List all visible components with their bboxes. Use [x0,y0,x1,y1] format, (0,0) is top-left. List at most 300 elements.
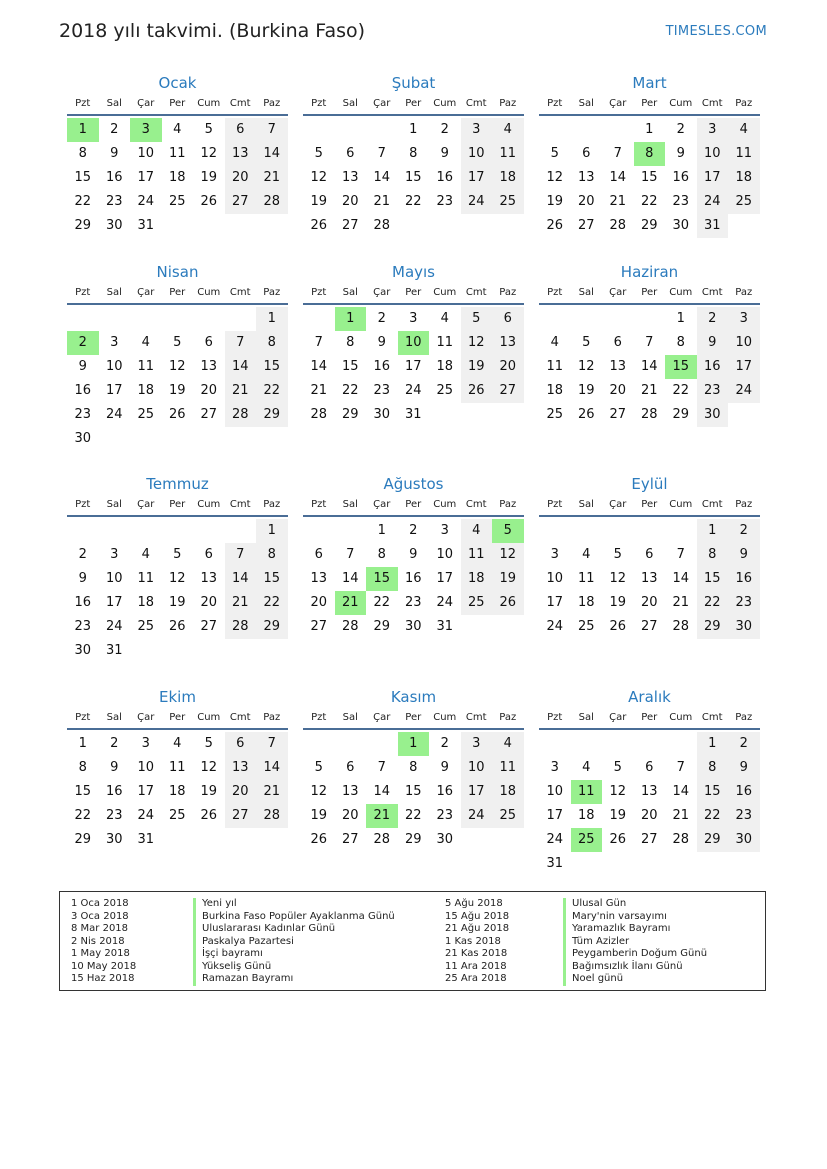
day-cell: 3 [409,311,418,326]
holiday-name: Bağımsızlık İlanı Günü [563,961,707,974]
empty-cell [366,118,398,142]
weekday-label: Paz [735,499,753,510]
weekday-label: Sal [578,287,594,298]
day-cell: 25 [461,591,493,615]
weekday-label: Çar [373,98,391,109]
month-block [303,72,524,238]
day-cell: 17 [137,170,155,185]
day-cell: 7 [645,335,654,350]
day-cell: 28 [672,832,690,847]
weekday-label: Sal [342,98,358,109]
day-cell: 28 [341,619,359,634]
day-cell: 13 [200,359,218,374]
weekday-label: Cum [669,98,693,109]
day-cell: 21 [640,383,658,398]
holiday-date: 1 Kas 2018 [445,935,501,947]
weekday-label: Paz [735,287,753,298]
holiday-name: Yaramazlık Bayramı [563,923,707,936]
weekday-label: Çar [373,712,391,723]
day-cell: 22 [341,383,359,398]
day-cell: 28 [672,619,690,634]
day-cell: 18 [137,595,155,610]
day-cell: 8 [256,331,288,355]
day-cell: 6 [346,146,355,161]
weekday-label: Paz [263,499,281,510]
day-cell: 15 [74,784,92,799]
day-cell: 17 [137,784,155,799]
day-cell: 11 [436,335,454,350]
day-cell: 26 [200,808,218,823]
day-cell: 27 [492,379,524,403]
day-cell: 27 [341,832,359,847]
day-cell: 6 [346,760,355,775]
weekday-header [303,708,524,730]
day-cell: 15 [404,784,422,799]
day-cell: 8 [409,146,418,161]
day-cell: 22 [74,808,92,823]
day-cell: 5 [613,760,622,775]
day-cell: 23 [74,407,92,422]
day-cell: 2 [440,736,449,751]
holiday-date: 1 Oca 2018 [71,898,129,909]
day-cell: 13 [341,170,359,185]
day-cell: 20 [225,780,257,804]
day-cell: 9 [78,571,87,586]
day-cell: 20 [310,595,328,610]
holiday-name: Peygamberin Doğum Günü [563,948,707,961]
holiday-date: 3 Oca 2018 [71,910,129,922]
day-cell: 23 [105,808,123,823]
weekday-label: Paz [499,98,517,109]
month-block [67,686,288,852]
day-cell: 6 [613,335,622,350]
day-cell: 7 [613,146,622,161]
day-cell: 23 [436,194,454,209]
day-cell: 11 [492,142,524,166]
day-cell: 30 [728,828,760,852]
day-cell: 12 [546,170,564,185]
weekday-label: Çar [609,98,627,109]
day-cell: 29 [256,403,288,427]
empty-cell [634,732,666,756]
holiday-date: 10 May 2018 [71,960,137,972]
holiday-name: Yükseliş Günü [193,961,395,974]
day-cell: 26 [310,832,328,847]
weekday-label: Sal [342,287,358,298]
day-cell: 2 [676,122,685,137]
holiday-day-cell: 1 [67,118,99,142]
day-cell: 14 [373,170,391,185]
day-cell: 29 [341,407,359,422]
empty-cell [571,519,603,543]
day-cell: 23 [436,808,454,823]
day-cell: 13 [225,142,257,166]
holiday-name: İşçi bayramı [193,948,395,961]
weekday-label: Çar [609,712,627,723]
holiday-name: Yeni yıl [193,898,395,911]
weekday-label: Cum [433,499,457,510]
day-cell: 2 [78,547,87,562]
day-cell: 7 [377,146,386,161]
day-cell: 16 [105,784,123,799]
day-cell: 24 [546,619,564,634]
day-cell: 16 [404,571,422,586]
day-cell: 3 [440,523,449,538]
weekday-label: Paz [499,712,517,723]
month-name: Nisan [156,263,199,281]
day-cell: 15 [697,780,729,804]
weekday-label: Pzt [311,712,327,723]
day-cell: 14 [672,571,690,586]
weekday-label: Per [405,499,422,510]
weekday-label: Per [169,712,186,723]
day-grid [67,519,288,663]
weekday-header [539,283,760,305]
day-cell: 14 [373,784,391,799]
day-cell: 7 [256,118,288,142]
day-cell: 17 [105,383,123,398]
day-cell: 27 [640,832,658,847]
day-cell: 16 [436,784,454,799]
day-cell: 30 [74,643,92,658]
day-cell: 17 [105,595,123,610]
holiday-name: Mary'nin varsayımı [563,911,707,924]
weekday-header [67,708,288,730]
day-cell: 14 [341,571,359,586]
day-cell: 14 [672,784,690,799]
day-cell: 4 [141,335,150,350]
day-cell: 4 [582,547,591,562]
day-cell: 30 [105,218,123,233]
weekday-label: Pzt [547,287,563,298]
day-grid [303,118,524,238]
weekday-label: Cum [197,287,221,298]
month-name: Eylül [631,475,668,493]
day-cell: 29 [256,615,288,639]
month-block [539,473,760,639]
day-cell: 9 [78,359,87,374]
day-cell: 20 [492,355,524,379]
day-cell: 18 [461,567,493,591]
day-cell: 22 [373,595,391,610]
weekday-label: Per [169,287,186,298]
weekday-label: Cmt [229,499,251,510]
day-cell: 11 [461,543,493,567]
day-cell: 27 [640,619,658,634]
day-cell: 16 [697,355,729,379]
brand-link[interactable]: TIMESLES.COM [665,24,767,39]
day-cell: 29 [697,828,729,852]
day-cell: 25 [168,194,186,209]
holiday-day-cell: 15 [665,355,697,379]
weekday-label: Cmt [465,287,487,298]
day-cell: 20 [225,166,257,190]
day-cell: 6 [582,146,591,161]
holiday-day-cell: 5 [492,519,524,543]
day-cell: 19 [609,808,627,823]
day-cell: 18 [137,383,155,398]
day-cell: 26 [168,619,186,634]
empty-cell [602,118,634,142]
day-grid [67,307,288,451]
day-cell: 15 [341,359,359,374]
day-cell: 5 [173,335,182,350]
day-cell: 12 [461,331,493,355]
day-cell: 24 [137,808,155,823]
day-cell: 2 [110,736,119,751]
day-cell: 4 [173,122,182,137]
weekday-label: Cmt [465,712,487,723]
day-cell: 21 [672,595,690,610]
empty-cell [634,307,666,331]
day-cell: 28 [373,832,391,847]
empty-cell [335,732,367,756]
holiday-day-cell: 11 [571,780,603,804]
empty-cell [665,519,697,543]
day-cell: 3 [141,736,150,751]
day-cell: 3 [728,307,760,331]
day-cell: 1 [256,519,288,543]
day-cell: 26 [461,379,493,403]
day-cell: 1 [78,736,87,751]
weekday-header [539,94,760,116]
weekday-label: Paz [263,712,281,723]
day-cell: 24 [461,190,493,214]
day-cell: 27 [609,407,627,422]
day-cell: 10 [697,142,729,166]
day-cell: 12 [310,784,328,799]
holiday-name: Burkina Faso Popüler Ayaklanma Günü [193,911,395,924]
day-cell: 13 [225,756,257,780]
month-name: Şubat [391,74,436,92]
day-cell: 23 [728,804,760,828]
day-cell: 17 [546,808,564,823]
day-cell: 3 [461,118,493,142]
holiday-dates-right [445,898,509,986]
day-cell: 13 [640,571,658,586]
weekday-label: Sal [106,499,122,510]
day-cell: 30 [105,832,123,847]
empty-cell [162,519,194,543]
weekday-label: Sal [578,712,594,723]
day-cell: 19 [168,383,186,398]
holiday-names-left [193,898,395,986]
day-cell: 3 [550,760,559,775]
day-cell: 16 [436,170,454,185]
empty-cell [99,307,131,331]
day-cell: 18 [546,383,564,398]
empty-cell [539,307,571,331]
day-cell: 30 [74,431,92,446]
day-cell: 14 [310,359,328,374]
day-cell: 9 [440,760,449,775]
day-cell: 25 [436,383,454,398]
holiday-date: 2 Nis 2018 [71,935,125,947]
day-cell: 28 [256,804,288,828]
weekday-label: Cmt [701,98,723,109]
day-cell: 4 [492,732,524,756]
weekday-label: Çar [137,712,155,723]
holiday-day-cell: 2 [67,331,99,355]
day-cell: 18 [436,359,454,374]
day-cell: 25 [546,407,564,422]
weekday-label: Per [405,712,422,723]
day-grid [303,307,524,427]
day-cell: 3 [110,547,119,562]
day-cell: 3 [697,118,729,142]
day-cell: 31 [404,407,422,422]
day-cell: 28 [256,190,288,214]
day-cell: 25 [492,190,524,214]
day-cell: 13 [341,784,359,799]
day-cell: 9 [110,146,119,161]
day-cell: 20 [200,595,218,610]
weekday-label: Pzt [75,499,91,510]
holiday-date: 21 Ağu 2018 [445,923,510,934]
weekday-label: Pzt [75,98,91,109]
day-cell: 12 [609,784,627,799]
day-cell: 30 [436,832,454,847]
day-cell: 15 [640,170,658,185]
weekday-label: Pzt [311,499,327,510]
weekday-label: Per [641,499,658,510]
day-grid [539,519,760,639]
day-grid [539,307,760,427]
day-cell: 8 [697,543,729,567]
month-name: Aralık [628,688,671,706]
day-cell: 5 [314,146,323,161]
day-cell: 29 [640,218,658,233]
empty-cell [99,519,131,543]
day-cell: 2 [697,307,729,331]
day-cell: 7 [225,331,257,355]
empty-cell [303,519,335,543]
holiday-name: Paskalya Pazartesi [193,936,395,949]
holiday-date: 15 Haz 2018 [71,973,135,984]
day-cell: 17 [546,595,564,610]
holiday-name: Noel günü [563,973,707,986]
day-cell: 16 [373,359,391,374]
day-cell: 1 [256,307,288,331]
holiday-date: 5 Ağu 2018 [445,898,503,909]
weekday-label: Pzt [311,287,327,298]
day-cell: 24 [105,619,123,634]
day-cell: 7 [676,547,685,562]
empty-cell [193,519,225,543]
day-cell: 21 [225,591,257,615]
empty-cell [602,732,634,756]
holiday-names-right [563,898,707,986]
day-cell: 13 [310,571,328,586]
day-cell: 25 [137,619,155,634]
holiday-dates-left [71,898,136,986]
day-cell: 4 [492,118,524,142]
day-grid [539,118,760,238]
day-cell: 12 [168,571,186,586]
weekday-label: Sal [106,98,122,109]
day-cell: 19 [200,784,218,799]
day-cell: 7 [256,732,288,756]
day-cell: 2 [377,311,386,326]
day-cell: 4 [141,547,150,562]
empty-cell [303,307,335,331]
day-cell: 19 [609,595,627,610]
day-cell: 19 [492,567,524,591]
day-cell: 22 [672,383,690,398]
day-cell: 11 [577,571,595,586]
weekday-label: Sal [578,499,594,510]
day-cell: 9 [676,146,685,161]
day-cell: 8 [256,543,288,567]
day-cell: 13 [609,359,627,374]
day-cell: 4 [582,760,591,775]
weekday-label: Cum [197,499,221,510]
day-cell: 10 [546,571,564,586]
empty-cell [665,732,697,756]
day-cell: 29 [74,832,92,847]
day-cell: 22 [256,379,288,403]
weekday-label: Pzt [311,98,327,109]
month-block [539,72,760,238]
day-cell: 25 [577,619,595,634]
day-cell: 11 [168,146,186,161]
weekday-label: Per [405,287,422,298]
day-cell: 31 [697,214,729,238]
day-cell: 19 [461,355,493,379]
month-name: Ekim [159,688,196,706]
day-cell: 22 [697,591,729,615]
month-block [67,72,288,238]
day-cell: 18 [168,170,186,185]
day-cell: 18 [577,808,595,823]
day-cell: 6 [225,118,257,142]
weekday-label: Çar [137,98,155,109]
day-cell: 22 [256,591,288,615]
weekday-header [303,283,524,305]
empty-cell [335,519,367,543]
day-cell: 5 [204,736,213,751]
day-cell: 25 [168,808,186,823]
day-cell: 6 [492,307,524,331]
month-name: Haziran [620,263,679,281]
day-cell: 9 [409,547,418,562]
holiday-date: 1 May 2018 [71,948,130,959]
day-cell: 10 [105,571,123,586]
day-cell: 12 [200,760,218,775]
day-cell: 8 [409,760,418,775]
day-cell: 11 [728,142,760,166]
day-cell: 5 [204,122,213,137]
day-cell: 12 [310,170,328,185]
day-cell: 29 [697,615,729,639]
day-cell: 19 [310,808,328,823]
day-cell: 2 [440,122,449,137]
empty-cell [571,307,603,331]
day-cell: 31 [137,832,155,847]
day-cell: 10 [105,359,123,374]
day-cell: 8 [697,756,729,780]
weekday-label: Per [405,98,422,109]
weekday-label: Pzt [75,712,91,723]
day-cell: 9 [728,756,760,780]
weekday-label: Sal [342,712,358,723]
day-cell: 26 [609,619,627,634]
day-cell: 9 [697,331,729,355]
day-cell: 7 [377,760,386,775]
month-block [303,473,524,639]
day-cell: 24 [137,194,155,209]
weekday-label: Paz [263,98,281,109]
